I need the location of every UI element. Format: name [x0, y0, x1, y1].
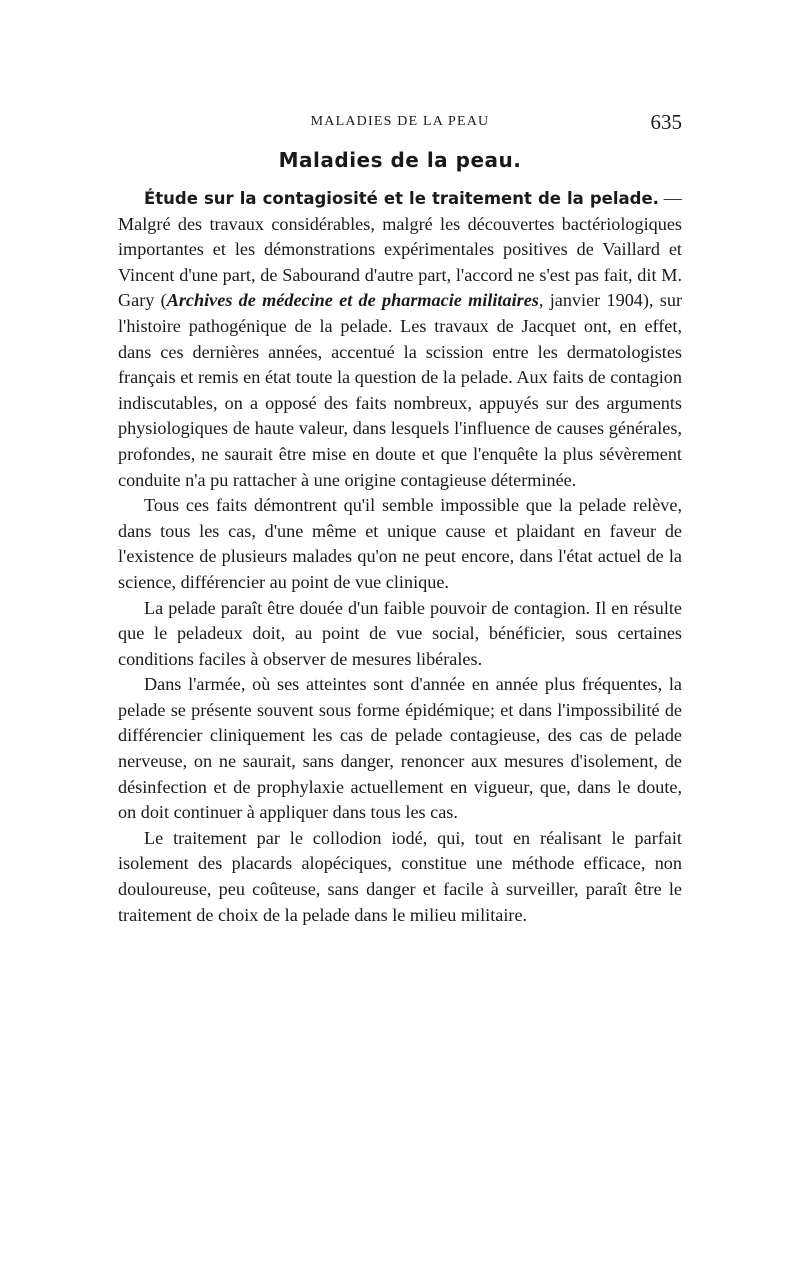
book-page — [118, 108, 682, 928]
paragraph-1-rest: , janvier 1904), sur l'histoire pathogénique de la pelade. Les travaux de Jacquet ont, en effet, dans ces dernières années, accentué la scission entre les dermatologistes français et remis en état toute la question de la pelade. Aux faits de contagion indiscutables, on a opposé des faits nombreux, appuyés sur des arguments physiologiques de haute valeur, dans lesquels l'influence de causes générales, profondes, ne saurait être mise en doute et que l'enquête la plus sévèrement conduite n'a pu rattacher à une origine contagieuse déterminée. — [118, 290, 683, 490]
paragraph-3: La pelade paraît être douée d'un faible pouvoir de contagion. Il en résulte que le peladeux doit, au point de vue social, bénéficier, sous certaines conditions faciles à observer de mesures libérales. — [118, 597, 682, 669]
section-title: Maladies de la peau. — [278, 148, 522, 172]
paragraph-1-intro: — Malgré des travaux considérables, malgré les découvertes bactériologiques importantes et les démonstrations expérimentales positives de Vaillard et Vincent d'une part, de Sabourand d'autre part, l'accord ne s'est pas fait, dit M. Gary ( — [118, 188, 682, 311]
journal-title: Archives de médecine et de pharmacie militaires — [166, 290, 539, 311]
running-head — [118, 108, 682, 138]
article-heading: Étude sur la contagiosité et le traitement de la pelade. — [144, 189, 659, 208]
running-title: MALADIES DE LA PEAU — [310, 114, 490, 129]
article-body — [118, 186, 682, 928]
paragraph-5: Le traitement par le collodion iodé, qui, tout en réalisant le parfait isolement des placards alopéciques, constitue une méthode efficace, non douloureuse, peu coûteuse, sans danger et facile à surveiller, paraît être le traitement de choix de la pelade dans le milieu militaire. — [118, 827, 682, 925]
paragraph-4: Dans l'armée, où ses atteintes sont d'année en année plus fréquentes, la pelade se présente souvent sous forme épidémique; et dans l'impossibilité de différencier cliniquement les cas de pelade contagieuse, des cas de pelade nerveuse, on ne saurait, sans danger, renoncer aux mesures d'isolement, de désinfection et de prophylaxie actuellement en vigueur, que, dans le doute, on doit continuer à appliquer dans tous les cas. — [118, 674, 682, 823]
paragraph-2: Tous ces faits démontrent qu'il semble impossible que la pelade relève, dans tous les cas, d'une même et unique cause et plaidant en faveur de l'existence de plusieurs malades qu'on ne peut encore, dans l'état actuel de la science, différencier au point de vue clinique. — [118, 495, 682, 592]
page-number: 635 — [650, 110, 682, 134]
paragraph-1 — [118, 186, 682, 493]
